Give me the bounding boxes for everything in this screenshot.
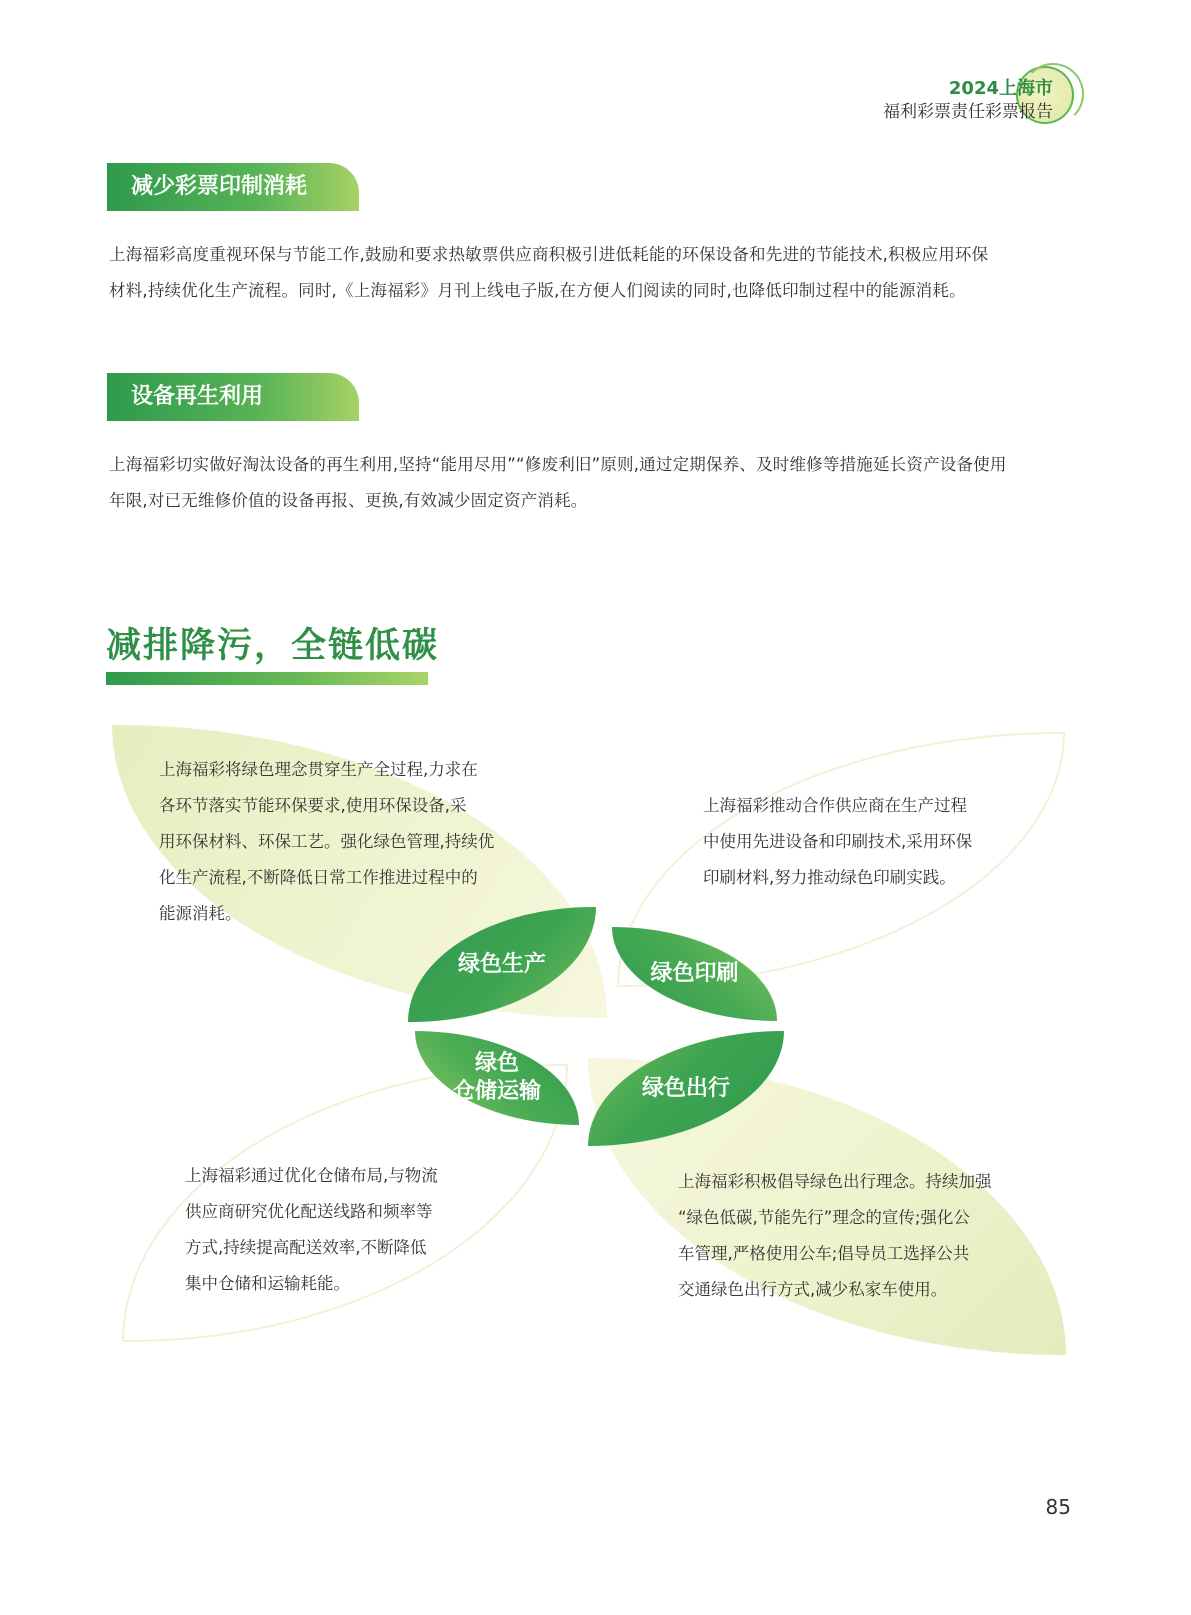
leaf-production-text [159,752,519,932]
leaf-line: 上海福彩通过优化仓储布局,与物流 [185,1166,438,1185]
paragraph-line: 上海福彩切实做好淘汰设备的再生利用,坚持“能用尽用”“修废利旧”原则,通过定期保养、及时维修等措施延长资产设备使用 [109,455,1007,474]
paragraph-line: 上海福彩高度重视环保与节能工作,鼓励和要求热敏票供应商积极引进低耗能的环保设备和先进的节能技术,积极应用环保 [109,245,989,264]
petal-label: 绿色生产 [457,951,546,977]
leaf-line: 上海福彩将绿色理念贯穿生产全过程,力求在 [159,760,478,779]
leaf-line: 集中仓储和运输耗能。 [185,1274,350,1293]
leaf-line: “绿色低碳,节能先行”理念的宣传;强化公 [678,1208,970,1227]
leaf-line: 化生产流程,不断降低日常工作推进过程中的 [159,868,478,887]
leaf-printing-text [703,788,1013,896]
main-heading-underline [106,672,428,685]
leaf-storage-text [185,1158,485,1302]
section-tab-equipment-reuse: 设备再生利用 [107,373,359,421]
leaf-travel-text [678,1164,1038,1308]
paragraph-line: 材料,持续优化生产流程。同时,《上海福彩》月刊上线电子版,在方便人们阅读的同时,也降低印制过程中的能源消耗。 [109,281,966,300]
leaf-line: 各环节落实节能环保要求,使用环保设备,采 [159,796,467,815]
petal-label-line1: 绿色 [474,1051,519,1076]
leaf-line: 能源消耗。 [159,904,242,923]
page-number: 85 [1045,1495,1071,1519]
paragraph-line: 年限,对已无维修价值的设备再报、更换,有效减少固定资产消耗。 [109,491,588,510]
leaf-line: 供应商研究优化配送线路和频率等 [185,1202,433,1221]
section-tab-printing-consumption: 减少彩票印制消耗 [107,163,359,211]
section-paragraph-printing [109,237,1069,309]
petal-label-line2: 仓储运输 [452,1079,541,1104]
main-heading: 减排降污，全链低碳 [106,626,440,666]
leaf-line: 中使用先进设备和印刷技术,采用环保 [703,832,973,851]
header-subtitle: 福利彩票责任彩票报告 [883,102,1053,122]
leaf-line: 车管理,严格使用公车;倡导员工选择公共 [678,1244,970,1263]
leaf-line: 上海福彩推动合作供应商在生产过程 [703,796,967,815]
petal-label: 绿色印刷 [650,961,739,986]
leaf-line: 上海福彩积极倡导绿色出行理念。持续加强 [678,1172,992,1191]
section-paragraph-equipment [109,447,1069,519]
header-year-city: 2024上海市 [948,78,1053,99]
leaf-line: 方式,持续提高配送效率,不断降低 [185,1238,427,1257]
leaf-line: 印刷材料,努力推动绿色印刷实践。 [703,868,956,887]
petal-label: 绿色出行 [641,1075,730,1101]
leaf-line: 用环保材料、环保工艺。强化绿色管理,持续优 [159,832,495,851]
leaf-line: 交通绿色出行方式,减少私家车使用。 [678,1280,948,1299]
